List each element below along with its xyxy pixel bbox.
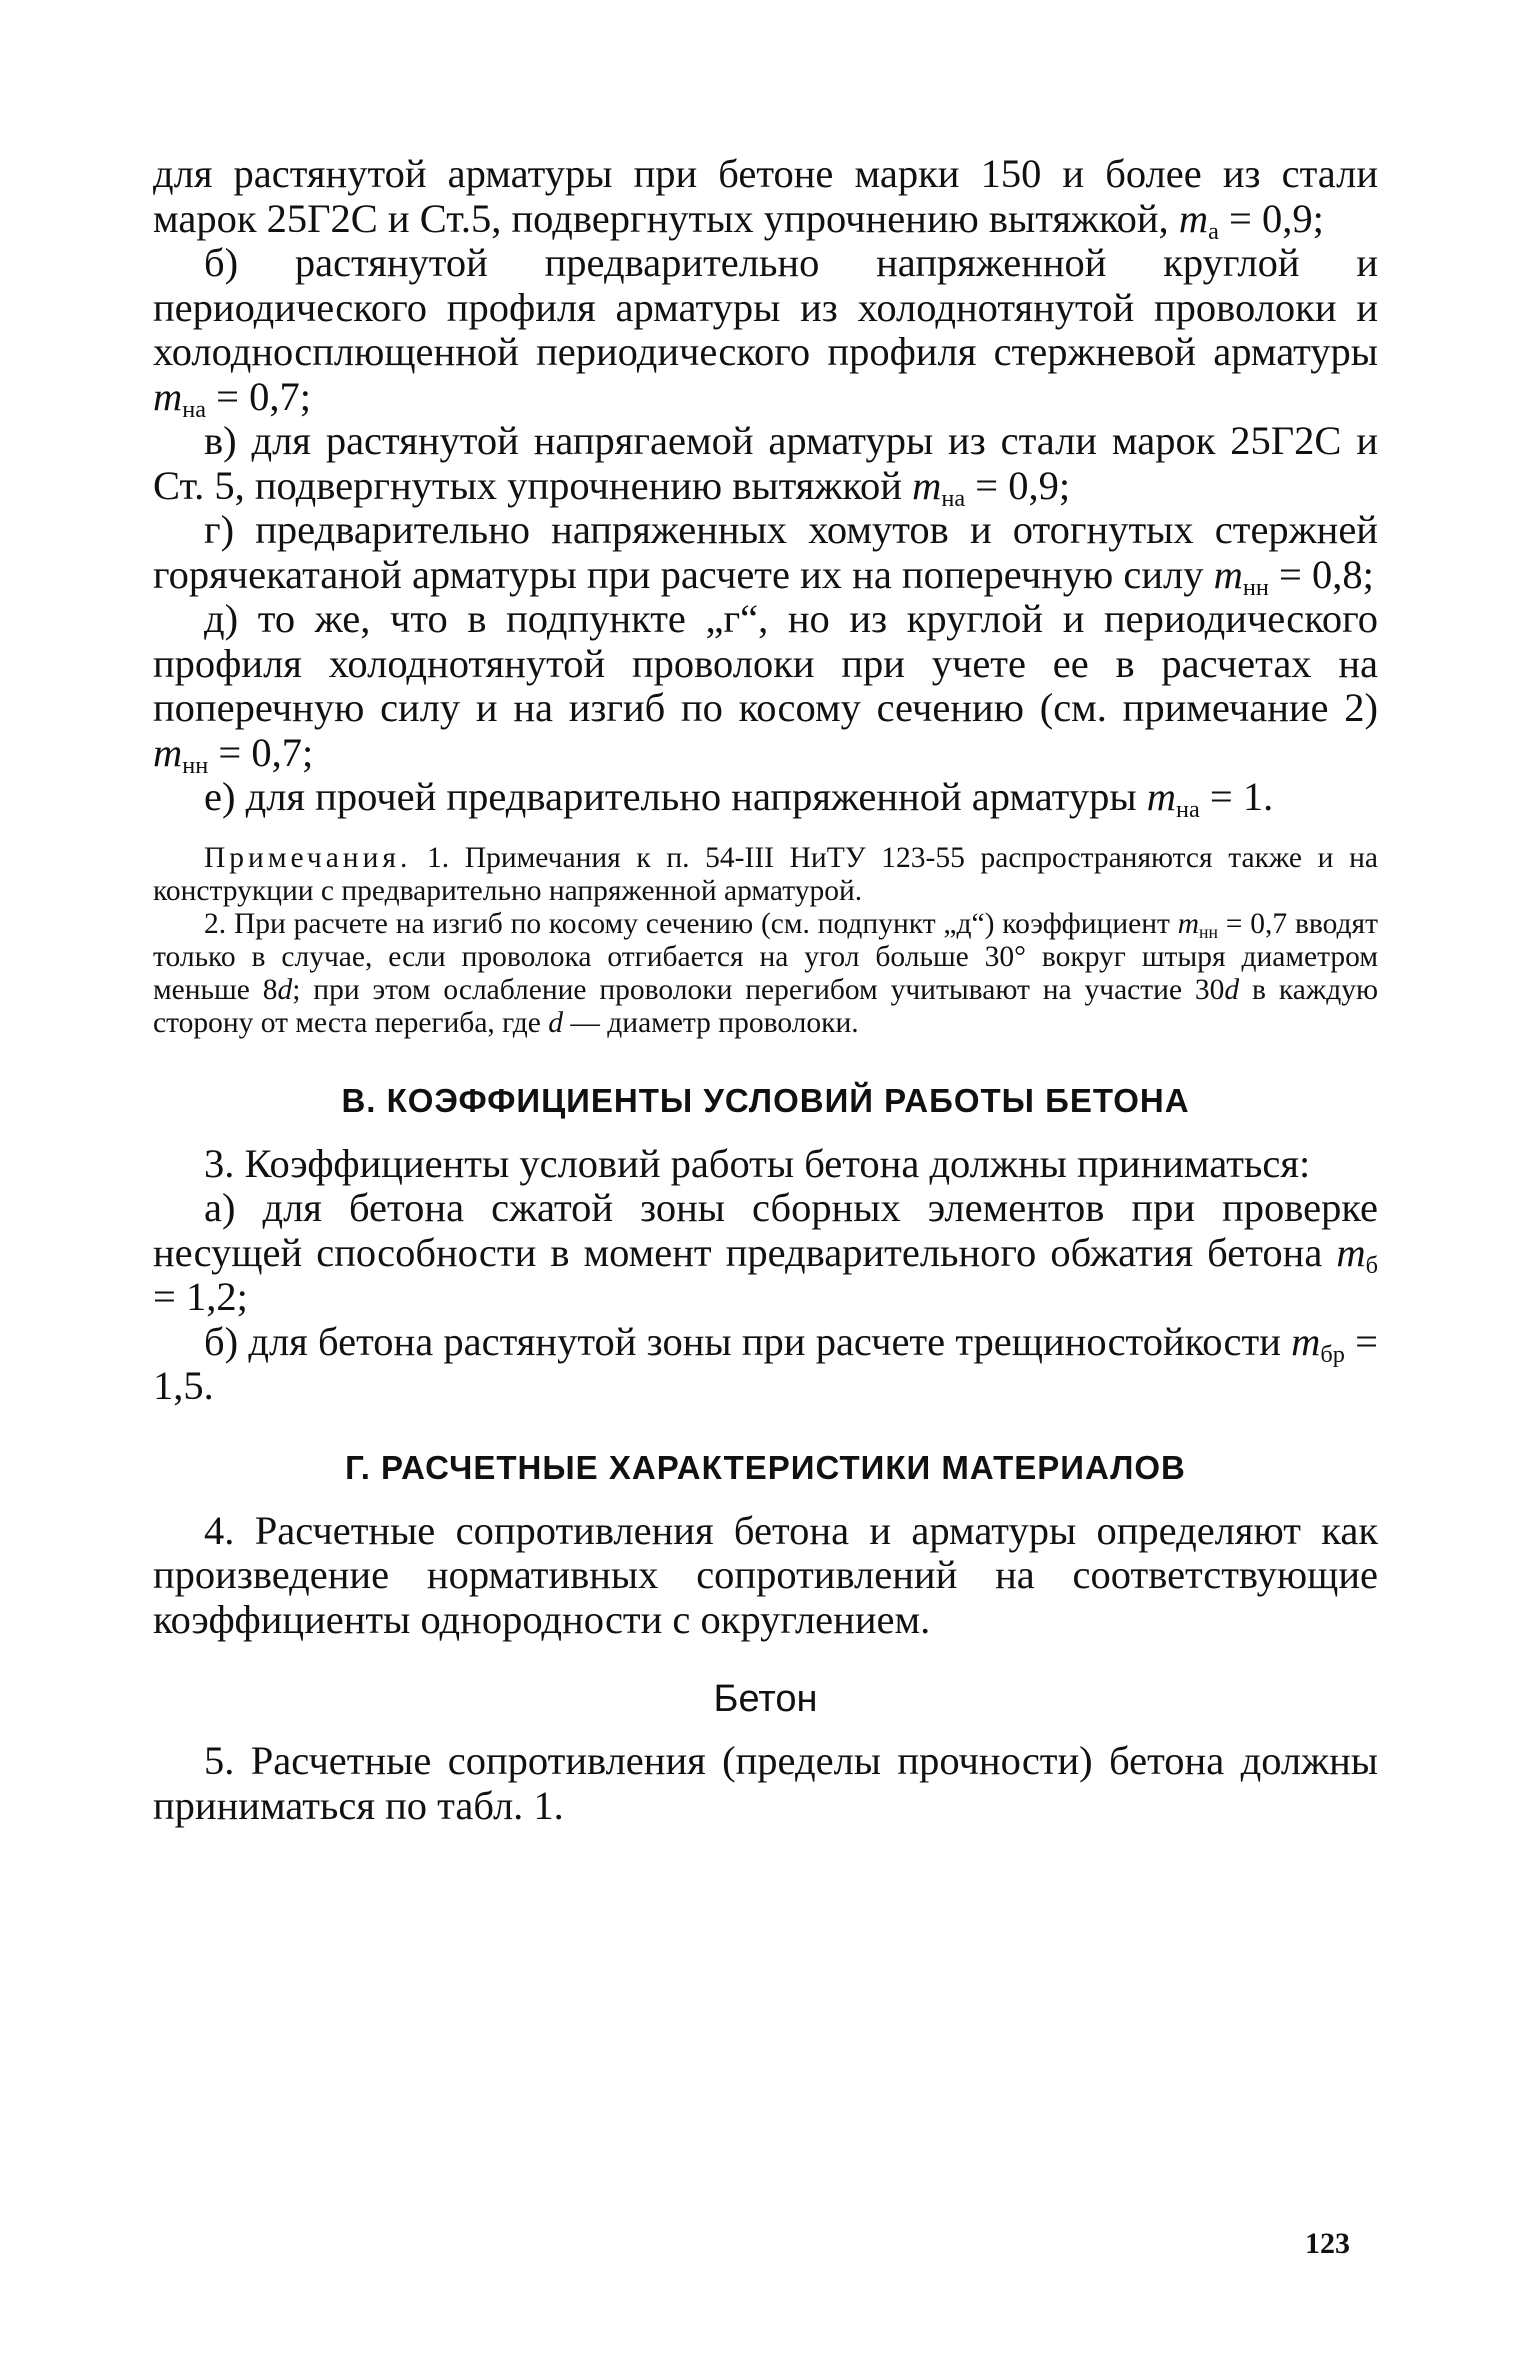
notes-block — [153, 842, 1378, 1040]
concrete-section — [153, 1739, 1378, 1828]
coef-symbol: m — [1291, 1318, 1321, 1364]
subheading-concrete: Бетон — [713, 1678, 818, 1720]
concrete-coefficients — [153, 1142, 1378, 1409]
coef-symbol: m — [153, 729, 183, 775]
item-b: б) растянутой предварительно напряженной круглой и периодического профиля арматуры из холоднотянутой проволоки и холодносплющенной периодического профиля стержневой арматуры $m_{на} = 0,7$; — [153, 240, 1378, 423]
section-heading-v: В. КОЭФФИЦИЕНТЫ УСЛОВИЙ РАБОТЫ БЕТОНА — [341, 1081, 1190, 1119]
coef-symbol: m — [1177, 907, 1200, 940]
paragraph-3: 3. Коэффициенты условий работы бетона должны приниматься: — [204, 1140, 1311, 1186]
coef-symbol: m — [153, 373, 183, 419]
note-2: 2. При расчете на изгиб по косому сечению (см. подпункт „д“) коэффициент $m_{нн} = 0,7$ вводят только в случае, если проволока отгибается на угол больше 30° вокруг штыря диаметром меньше 8d; при этом ослабление проволоки перегибом учитывают на участие 30d в каждую сторону от места перегиба, где d — диаметр проволоки. — [153, 907, 1379, 1039]
page-number: 123 — [1305, 2227, 1350, 2260]
paragraph-4: 4. Расчетные сопротивления бетона и арматуры определяют как произведение нормативных сопротивлений на соответствующие коэффициенты однородности с округлением. — [153, 1507, 1378, 1642]
coef-symbol: m — [1336, 1229, 1366, 1275]
coef-symbol: m — [912, 462, 942, 508]
item-b2: б) для бетона растянутой зоны при расчете трещиностойкости $m_{бр} = 1,5$. — [153, 1318, 1378, 1408]
section-heading-g: Г. РАСЧЕТНЫЕ ХАРАКТЕРИСТИКИ МАТЕРИАЛОВ — [345, 1448, 1186, 1486]
paragraph-5: 5. Расчетные сопротивления (пределы прочности) бетона должны приниматься по табл. 1. — [153, 1738, 1378, 1828]
material-characteristics — [153, 1509, 1378, 1643]
item-d: д) то же, что в подпункте „г“, но из круглой и периодического профиля холоднотянутой проволоки при учете ее в расчетах на поперечную силу и на изгиб по косому сечению (см. примечание 2) $m_{нн} = 0,7$; — [153, 596, 1378, 779]
notes-label: Примечания. — [204, 841, 412, 874]
item-e: е) для прочей предварительно напряженной арматуры $m_{на} = 1$. — [204, 774, 1274, 823]
coef-symbol: m — [1178, 195, 1209, 241]
coef-symbol: m — [1213, 551, 1243, 597]
item-v: в) для растянутой напрягаемой арматуры из стали марок 25Г2С и Ст. 5, подвергнутых упрочнению вытяжкой $m_{на} = 0,9$; — [153, 418, 1378, 512]
page-content — [153, 152, 1378, 1828]
reinforcement-coefficients-list — [153, 151, 1378, 823]
note-1: Примечания. 1. Примечания к п. 54-III НиТУ 123-55 распространяются также и на конструкции с предварительно напряженной арматурой. — [153, 841, 1378, 907]
item-a: а) для бетона сжатой зоны сборных элементов при проверке несущей способности в момент предварительного обжатия бетона $m_б = 1,2$; — [153, 1185, 1378, 1319]
coef-symbol: m — [1146, 774, 1176, 819]
item-g: г) предварительно напряженных хомутов и отогнутых стержней горячекатаной арматуры при расчете их на поперечную силу $m_{нн} = 0,8$; — [153, 507, 1378, 601]
paragraph-continued: для растянутой арматуры при бетоне марки 150 и более из стали марок 25Г2С и Ст.5, подвергнутых упрочнению вытяжкой, $m_а = 0,9$; — [153, 151, 1378, 245]
